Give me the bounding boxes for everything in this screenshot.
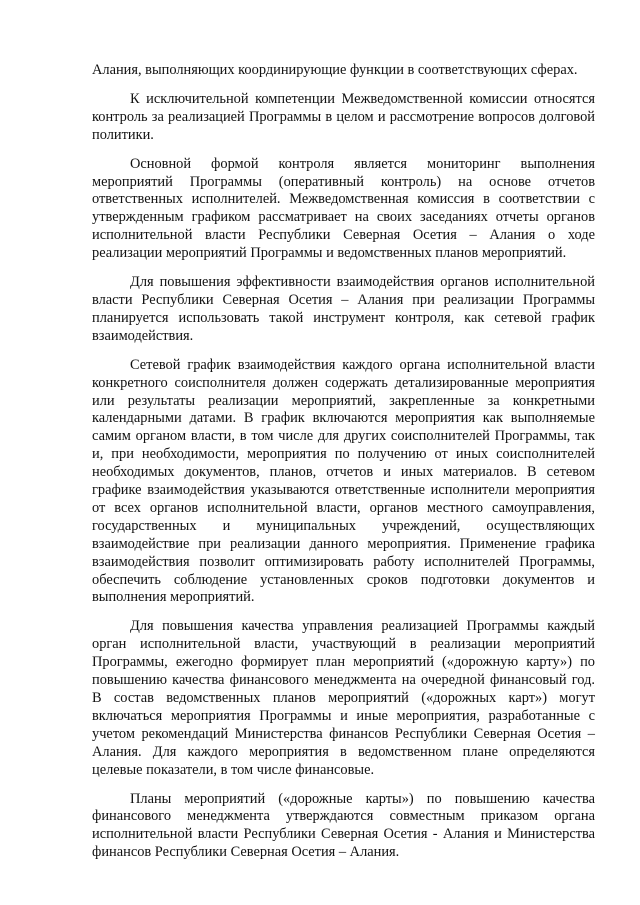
paragraph-commission-competence: К исключительной компетенции Межведомственной комиссии относятся контроль за реализацией Программы в целом и рассмотрение вопросов долговой политики. — [92, 90, 595, 143]
document-body — [92, 62, 595, 873]
paragraph-network-schedule-details: Сетевой график взаимодействия каждого органа исполнительной власти конкретного соисполнителя должен содержать детализированные мероприятия или результаты реализации мероприятий, закрепленные за конкретными календарными датами. В график включаются мероприятия как выполняемые самим органом власти, в том числе для других соисполнителей Программы, так и, при необходимости, мероприятия по получению от иных соисполнителей необходимых документов, планов, отчетов и иных материалов. В сетевом графике взаимодействия указываются ответственные исполнители мероприятия от всех органов исполнительной власти, органов местного самоуправления, государственных и муниципальных учреждений, осуществляющих взаимодействие при реализации данного мероприятия. Применение графика взаимодействия позволит оптимизировать работу исполнителей Программы, обеспечить соблюдение установленных сроков подготовки документов и выполнения мероприятий. — [92, 356, 595, 606]
paragraph-roadmap-approval: Планы мероприятий («дорожные карты») по повышению качества финансового менеджмента утверждаются совместным приказом органа исполнительной власти Республики Северная Осетия - Алания и Министерства финансов Республики Северная Осетия – Алания. — [92, 790, 595, 861]
paragraph-network-schedule-intro: Для повышения эффективности взаимодействия органов исполнительной власти Республики Северная Осетия – Алания при реализации Программы планируется использовать такой инструмент контроля, как сетевой график взаимодействия. — [92, 274, 595, 344]
paragraph-continuation: Алания, выполняющих координирующие функции в соответствующих сферах. — [92, 62, 578, 78]
paragraph-monitoring: Основной формой контроля является мониторинг выполнения мероприятий Программы (оперативный контроль) на основе отчетов ответственных исполнителей. Межведомственная комиссия в соответствии с утвержденным графиком рассматривает на своих заседаниях отчеты органов исполнительной власти Республики Северная Осетия – Алания о ходе реализации мероприятий Программы и ведомственных планов мероприятий. — [92, 155, 595, 262]
paragraph-roadmap: Для повышения качества управления реализацией Программы каждый орган исполнительной власти, участвующий в реализации мероприятий Программы, ежегодно формирует план мероприятий («дорожную карту») по повышению качества финансового менеджмента на очередной финансовый год. В состав ведомственных планов мероприятий («дорожных карт») могут включаться мероприятия Программы и иные мероприятия, разработанные с учетом рекомендаций Министерства финансов Республики Северная Осетия – Алания. Для каждого мероприятия в ведомственном плане определяются целевые показатели, в том числе финансовые. — [92, 618, 595, 778]
